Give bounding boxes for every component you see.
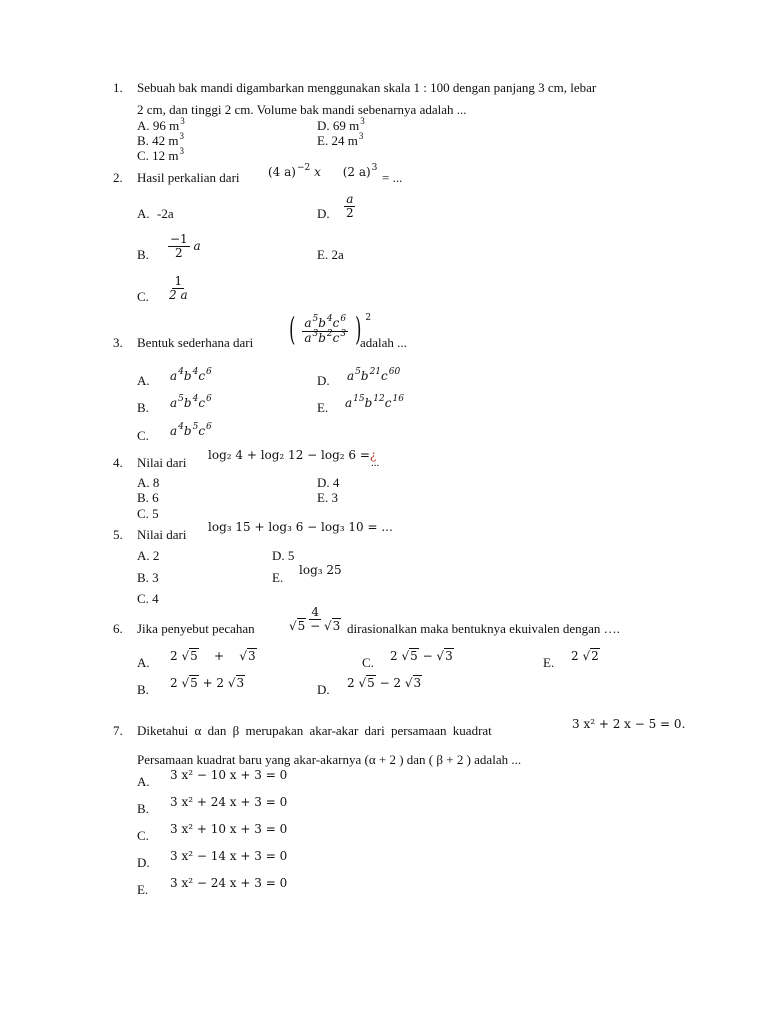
q2-option-e: E. 2a	[317, 247, 344, 262]
q7-option-b-label: B.	[137, 801, 149, 816]
q6-option-b: 2 √5 + 2 √3	[170, 676, 245, 690]
q3-option-c-label: C.	[137, 428, 149, 443]
q3-option-d-label: D.	[317, 373, 330, 388]
q3-option-b-label: B.	[137, 400, 149, 415]
q1-option-b: B. 42 $m^3$	[137, 131, 185, 148]
q3-option-e: $a^{15}b^{12}c^{16}$	[345, 394, 404, 410]
q7-line-2: Persamaan kuadrat baru yang akar-akarnya (α + 2 ) dan ( β + 2 ) adalah ...	[137, 752, 522, 767]
q1-line-1: Sebuah bak mandi digambarkan menggunakan skala 1 : 100 dengan panjang 3 cm, lebar	[137, 80, 597, 95]
q3-stem: Bentuk sederhana dari	[137, 335, 254, 350]
q1-line-2: 2 cm, dan tinggi 2 cm. Volume bak mandi sebenarnya adalah ...	[137, 102, 467, 117]
q5-option-e-label: E.	[272, 570, 284, 585]
q2-option-c-fraction: $\frac{1}{2 a}$	[169, 274, 188, 303]
q2-number: 2.	[113, 170, 123, 185]
q6-option-c: 2 √5 − √3	[390, 649, 453, 663]
q5-expression: log₃ 15 + log₃ 6 − log₃ 10 = ...	[208, 520, 393, 534]
q6-number: 6.	[113, 621, 123, 636]
q2-option-d-label: D.	[317, 206, 330, 221]
q2-option-d-fraction: $\frac{a}{2}$	[346, 192, 354, 221]
q7-option-d: 3 x² − 14 x + 3 = 0	[170, 849, 288, 863]
q4-stem: Nilai dari	[137, 455, 187, 470]
q4-option-b: B. 6	[137, 490, 159, 505]
q2-option-a-label: A.	[137, 206, 150, 221]
q3-tail: adalah ...	[360, 335, 407, 350]
q5-number: 5.	[113, 527, 123, 542]
q7-option-c: 3 x² + 10 x + 3 = 0	[170, 822, 288, 836]
q4-option-c: C. 5	[137, 506, 159, 521]
q6-fraction: $\frac{4}{√5 - √3}$	[289, 605, 341, 634]
q2-expression: (4 a)$^{-2}$ x (2 a)$^3$	[268, 163, 378, 179]
q1-number: 1.	[113, 80, 123, 95]
q6-option-d-label: D.	[317, 682, 330, 697]
q2-option-c-label: C.	[137, 289, 149, 304]
q7-option-e: 3 x² − 24 x + 3 = 0	[170, 876, 288, 890]
q1-option-c: C. 12 $m^3$	[137, 146, 185, 163]
q6-option-e-label: E.	[543, 655, 555, 670]
q5-option-d: D. 5	[272, 548, 295, 563]
q2-stem: Hasil perkalian dari	[137, 170, 240, 185]
q6-option-e: 2 √2	[571, 649, 599, 663]
q2-option-b-label: B.	[137, 247, 149, 262]
q7-option-a: 3 x² − 10 x + 3 = 0	[170, 768, 288, 782]
q6-option-d: 2 √5 − 2 √3	[347, 676, 422, 690]
q5-option-b: B. 3	[137, 570, 159, 585]
q6-option-a-label: A.	[137, 655, 150, 670]
q6-option-b-label: B.	[137, 682, 149, 697]
q3-number: 3.	[113, 335, 123, 350]
q2-option-a: -2a	[157, 206, 174, 221]
q6-option-c-label: C.	[362, 655, 374, 670]
q3-expression: ( $\frac{a^5b^4c^6}{a^3b^2c^3}$ ) $^2$	[289, 310, 372, 348]
q4-option-e: E. 3	[317, 490, 338, 505]
q5-option-a: A. 2	[137, 548, 160, 563]
q3-option-c: $a^4b^5c^6$	[170, 422, 212, 438]
q7-option-e-label: E.	[137, 882, 149, 897]
q4-expression: log₂ 4 + log₂ 12 − log₂ 6 =¿	[208, 448, 377, 462]
q4-number: 4.	[113, 455, 123, 470]
q3-option-d: $a^5b^{21}c^{60}$	[347, 367, 401, 383]
q1-option-d: D. 69 $m^3$	[317, 116, 365, 133]
q7-equation: 3 x² + 2 x − 5 = 0.	[572, 717, 686, 731]
q3-option-a-label: A.	[137, 373, 150, 388]
q5-option-c: C. 4	[137, 591, 159, 606]
q1-option-e: E. 24 $m^3$	[317, 131, 364, 148]
q7-option-b: 3 x² + 24 x + 3 = 0	[170, 795, 288, 809]
q4-option-a: A. 8	[137, 475, 160, 490]
q7-line-1: Diketahui α dan β merupakan akar-akar dari persamaan kuadrat	[137, 723, 492, 738]
q7-option-a-label: A.	[137, 774, 150, 789]
q7-option-c-label: C.	[137, 828, 149, 843]
q5-option-e: log₃ 25	[299, 563, 342, 577]
q3-option-e-label: E.	[317, 400, 329, 415]
q3-option-b: $a^5b^4c^6$	[170, 394, 212, 410]
q5-stem: Nilai dari	[137, 527, 187, 542]
q1-option-a: A. 96 $m^3$	[137, 116, 185, 133]
q2-tail: = ...	[382, 170, 403, 185]
q6-tail: dirasionalkan maka bentuknya ekuivalen dengan ….	[347, 621, 620, 636]
q6-option-a: 2 √5 + √3	[170, 649, 256, 663]
q6-stem: Jika penyebut pecahan	[137, 621, 255, 636]
q7-number: 7.	[113, 723, 123, 738]
q7-option-d-label: D.	[137, 855, 150, 870]
q4-tail: ...	[371, 457, 380, 469]
q4-option-d: D. 4	[317, 475, 340, 490]
q2-option-b-fraction: $\frac{-1}{2}$ a	[170, 232, 201, 261]
q3-option-a: $a^4b^4c^6$	[170, 367, 212, 383]
